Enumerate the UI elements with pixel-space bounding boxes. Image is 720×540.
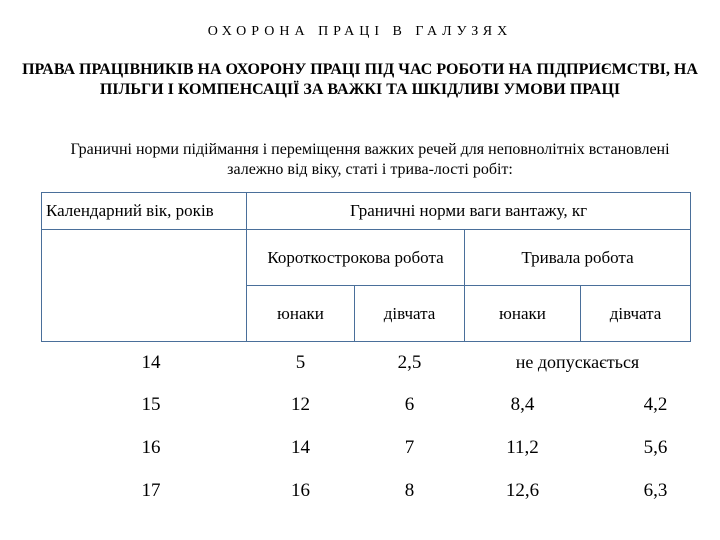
age-cell: 17 bbox=[141, 480, 161, 501]
long-boys-cell: 12,6 bbox=[505, 480, 540, 501]
short-work-header: Короткострокова робота bbox=[247, 230, 465, 286]
short-girls-header: дівчата bbox=[355, 286, 465, 342]
table-row bbox=[42, 384, 691, 427]
short-boys-cell: 5 bbox=[295, 351, 306, 373]
long-girls-cell: 4,2 bbox=[643, 394, 668, 415]
long-girls-header: дівчата bbox=[581, 286, 691, 342]
age-header: Календарний вік, років bbox=[42, 193, 247, 230]
short-boys-cell: 16 bbox=[291, 480, 310, 501]
table-row bbox=[42, 470, 691, 513]
short-girls-cell: 6 bbox=[404, 394, 415, 415]
age-cell: 15 bbox=[141, 394, 161, 415]
age-cell: 14 bbox=[141, 351, 161, 373]
long-not-allowed-cell: не допускається bbox=[515, 352, 640, 373]
long-girls-cell: 5,6 bbox=[643, 437, 668, 458]
weight-header: Граничні норми ваги вантажу, кг bbox=[247, 193, 691, 230]
long-boys-cell: 11,2 bbox=[506, 437, 539, 458]
slide-header: ОХОРОНА ПРАЦІ В ГАЛУЗЯХ bbox=[207, 24, 513, 39]
table-subheader-row bbox=[42, 230, 691, 286]
weight-norms-table bbox=[41, 192, 691, 513]
intro-text: Граничні норми підіймання і переміщення важких речей для неповнолітніх встановлені залежно від віку, статі і трива-лості робіт: bbox=[70, 141, 670, 178]
table-row bbox=[42, 342, 691, 384]
long-boys-cell: 8,4 bbox=[510, 394, 535, 415]
short-girls-cell: 7 bbox=[404, 437, 415, 458]
age-cell: 16 bbox=[141, 437, 161, 458]
age-header-spacer bbox=[42, 230, 247, 342]
short-boys-header: юнаки bbox=[247, 286, 355, 342]
short-boys-cell: 14 bbox=[291, 437, 310, 458]
long-boys-header: юнаки bbox=[465, 286, 581, 342]
long-girls-cell: 6,3 bbox=[643, 480, 668, 501]
slide-title: ПРАВА ПРАЦІВНИКІВ НА ОХОРОНУ ПРАЦІ ПІД ЧАС РОБОТИ НА ПІДПРИЄМСТВІ, НА ПІЛЬГИ І КОМПЕНСАЦІЇ ЗА ВАЖКІ ТА ШКІДЛИВІ УМОВИ ПРАЦІ bbox=[22, 61, 698, 98]
short-boys-cell: 12 bbox=[291, 394, 310, 415]
short-girls-cell: 2,5 bbox=[397, 351, 422, 373]
long-work-header: Тривала робота bbox=[465, 230, 691, 286]
short-girls-cell: 8 bbox=[404, 480, 415, 501]
table-header-row bbox=[42, 193, 691, 230]
table-row bbox=[42, 427, 691, 470]
